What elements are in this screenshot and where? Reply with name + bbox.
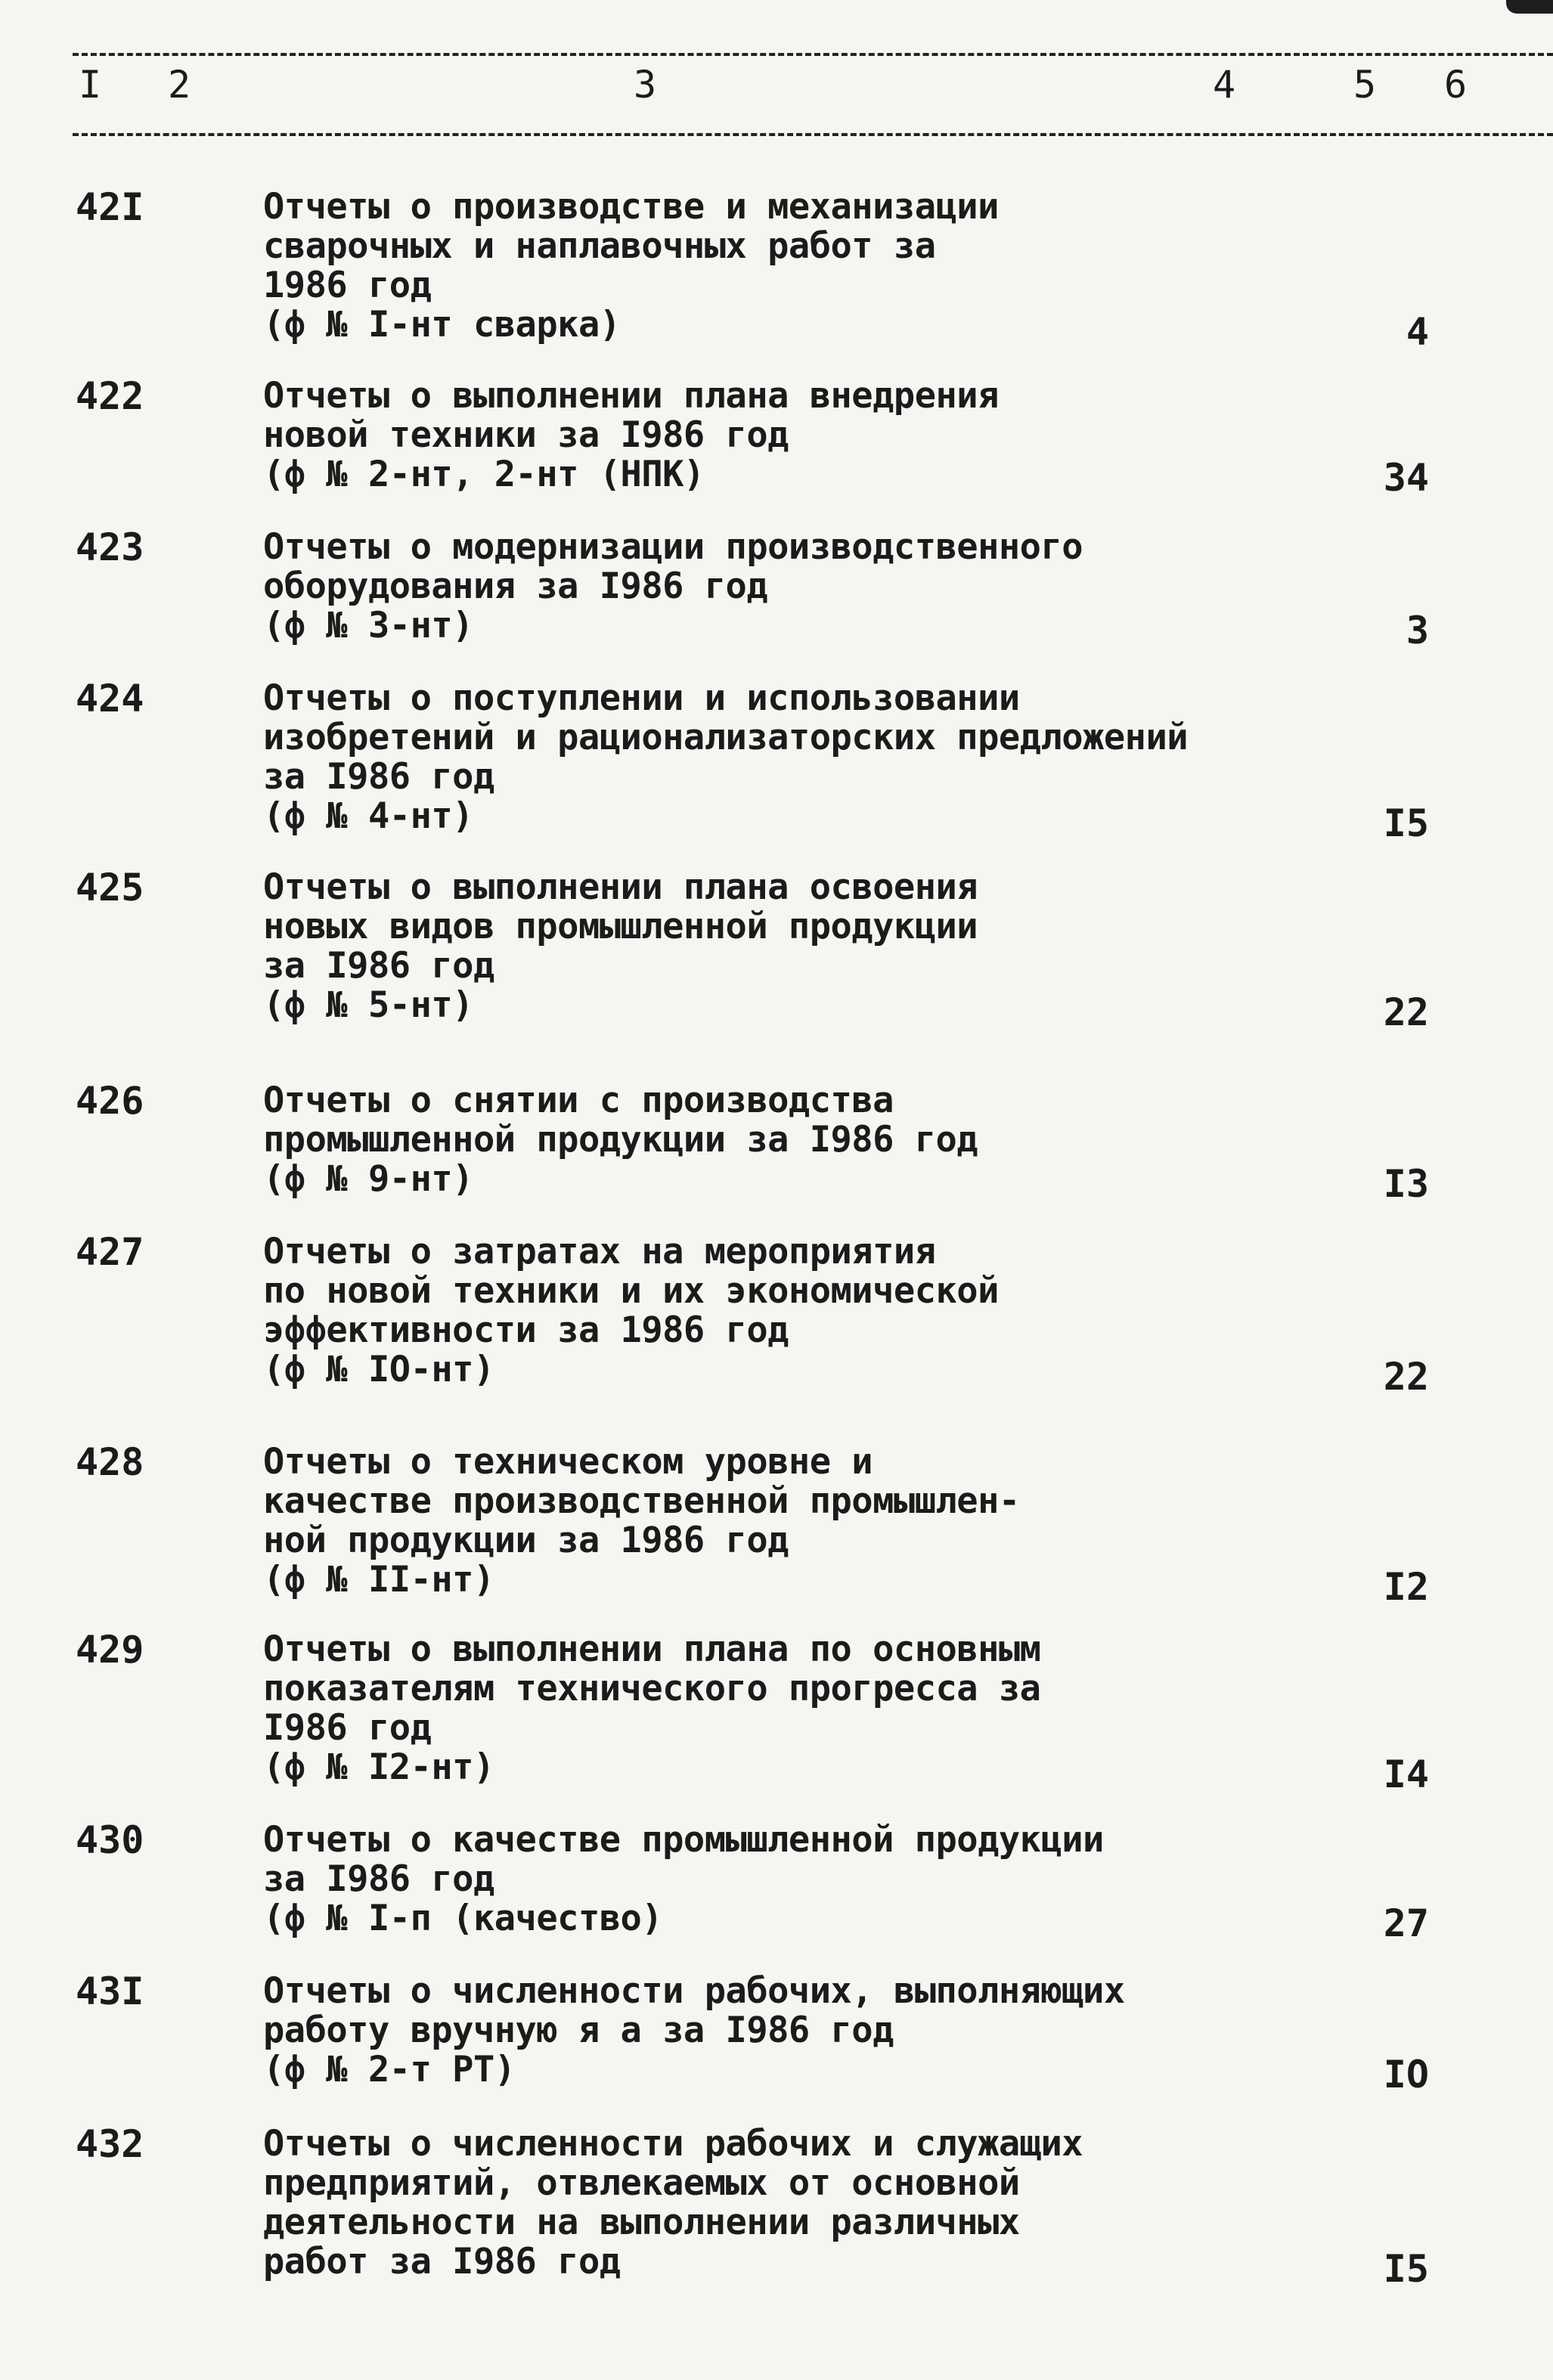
column-header-1: I	[79, 63, 102, 107]
entry-number: 43I	[76, 1969, 144, 2013]
entry-sheet-count: 4	[1406, 310, 1429, 354]
entry-title	[263, 1630, 1307, 1787]
header-top-rule	[73, 53, 1553, 56]
entry-title	[263, 1821, 1307, 1938]
entry-title-line: (ф № 4-нт)	[263, 795, 473, 837]
entry-title-line: за I986 год	[263, 756, 494, 798]
entry-number: 427	[76, 1230, 144, 1274]
header-bottom-rule	[73, 133, 1553, 136]
entry-title-line: за I986 год	[263, 945, 494, 987]
entry-title-line: качестве производственной промышлен-	[263, 1480, 1020, 1522]
entry-title-line: Отчеты о техническом уровне и	[263, 1441, 873, 1483]
entry-title	[263, 528, 1307, 646]
page-corner-mark	[1506, 0, 1553, 14]
entry-title-line: показателям технического прогресса за	[263, 1668, 1041, 1709]
entry-number: 428	[76, 1440, 144, 1484]
column-header-4: 4	[1213, 63, 1236, 107]
entry-title-line: сварочных и наплавочных работ за	[263, 225, 936, 267]
entry-sheet-count: I3	[1383, 1162, 1429, 1206]
entry-title-line: I986 год	[263, 1707, 432, 1749]
entry-title-line: деятельности на выполнении различных	[263, 2202, 1020, 2243]
entry-sheet-count: 34	[1383, 456, 1429, 500]
entry-title-line: Отчеты о численности рабочих и служащих	[263, 2123, 1083, 2165]
entry-title-line: (ф № I-нт сварка)	[263, 304, 621, 346]
entry-sheet-count: 27	[1383, 1901, 1429, 1945]
entry-title-line: (ф № I2-нт)	[263, 1746, 494, 1788]
entry-title-line: Отчеты о выполнении плана освоения	[263, 866, 978, 908]
entry-title	[263, 1081, 1307, 1199]
entry-sheet-count: 3	[1406, 609, 1429, 652]
entry-title-line: Отчеты о выполнении плана внедрения	[263, 375, 999, 417]
entry-title-line: Отчеты о затратах на мероприятия	[263, 1231, 936, 1272]
entry-title-line: оборудования за I986 год	[263, 566, 768, 607]
entry-title	[263, 2124, 1307, 2282]
entry-title-line: изобретений и рационализаторских предложений	[263, 717, 1189, 758]
entry-sheet-count: 22	[1383, 1355, 1429, 1399]
entry-title-line: (ф № 9-нт)	[263, 1158, 473, 1200]
entry-title-line: Отчеты о поступлении и использовании	[263, 677, 1020, 719]
entry-number: 42I	[76, 185, 144, 229]
entry-title-line: 1986 год	[263, 265, 432, 306]
entry-title-line: эффективности за 1986 год	[263, 1309, 789, 1351]
entry-title-line: работу вручную я а за I986 год	[263, 2010, 894, 2051]
entry-title-line: Отчеты о модернизации производственного	[263, 526, 1083, 568]
entry-title-line: (ф № IO-нт)	[263, 1349, 494, 1390]
entry-title	[263, 1232, 1307, 1390]
entry-title	[263, 1972, 1307, 2090]
entry-title-line: ной продукции за 1986 год	[263, 1520, 789, 1561]
entry-sheet-count: I5	[1383, 801, 1429, 845]
entry-title-line: промышленной продукции за I986 год	[263, 1119, 978, 1161]
entry-title-line: Отчеты о снятии с производства	[263, 1080, 894, 1121]
entry-title-line: новой техники за I986 год	[263, 414, 789, 456]
entry-title	[263, 1443, 1307, 1600]
entry-title-line: (ф № I-п (качество)	[263, 1898, 663, 1939]
entry-title	[263, 187, 1307, 345]
entry-title-line: предприятий, отвлекаемых от основной	[263, 2162, 1020, 2204]
entry-title-line: Отчеты о качестве промышленной продукции	[263, 1819, 1104, 1861]
column-header-5: 5	[1353, 63, 1377, 107]
entry-number: 430	[76, 1818, 144, 1862]
entry-title-line: Отчеты о производстве и механизации	[263, 186, 999, 228]
column-header-2: 2	[168, 63, 191, 107]
entry-title-line: по новой техники и их экономической	[263, 1270, 999, 1312]
entry-sheet-count: I5	[1383, 2247, 1429, 2291]
entry-title-line: (ф № 3-нт)	[263, 605, 473, 646]
entry-number: 422	[76, 374, 144, 418]
column-header-3: 3	[634, 63, 657, 107]
entry-sheet-count: IO	[1383, 2053, 1429, 2096]
entry-number: 425	[76, 866, 144, 910]
column-header-6: 6	[1444, 63, 1468, 107]
entry-sheet-count: 22	[1383, 990, 1429, 1034]
entry-title-line: за I986 год	[263, 1858, 494, 1900]
entry-number: 432	[76, 2122, 144, 2166]
entry-title-line: новых видов промышленной продукции	[263, 906, 978, 947]
entry-title-line: (ф № 2-нт, 2-нт (НПК)	[263, 454, 705, 495]
entry-title-line: Отчеты о выполнении плана по основным	[263, 1629, 1041, 1670]
entry-number: 426	[76, 1079, 144, 1123]
entry-title-line: Отчеты о численности рабочих, выполняющих	[263, 1970, 1125, 2012]
entry-title-line: работ за I986 год	[263, 2241, 621, 2282]
entry-title	[263, 377, 1307, 494]
entry-title	[263, 868, 1307, 1025]
entry-sheet-count: I4	[1383, 1752, 1429, 1796]
entry-title-line: (ф № 5-нт)	[263, 984, 473, 1026]
entry-sheet-count: I2	[1383, 1565, 1429, 1609]
entry-title	[263, 679, 1307, 836]
entry-number: 423	[76, 525, 144, 569]
entry-number: 429	[76, 1628, 144, 1672]
entry-number: 424	[76, 677, 144, 721]
entry-title-line: (ф № II-нт)	[263, 1559, 494, 1601]
entry-title-line: (ф № 2-т РТ)	[263, 2049, 516, 2090]
